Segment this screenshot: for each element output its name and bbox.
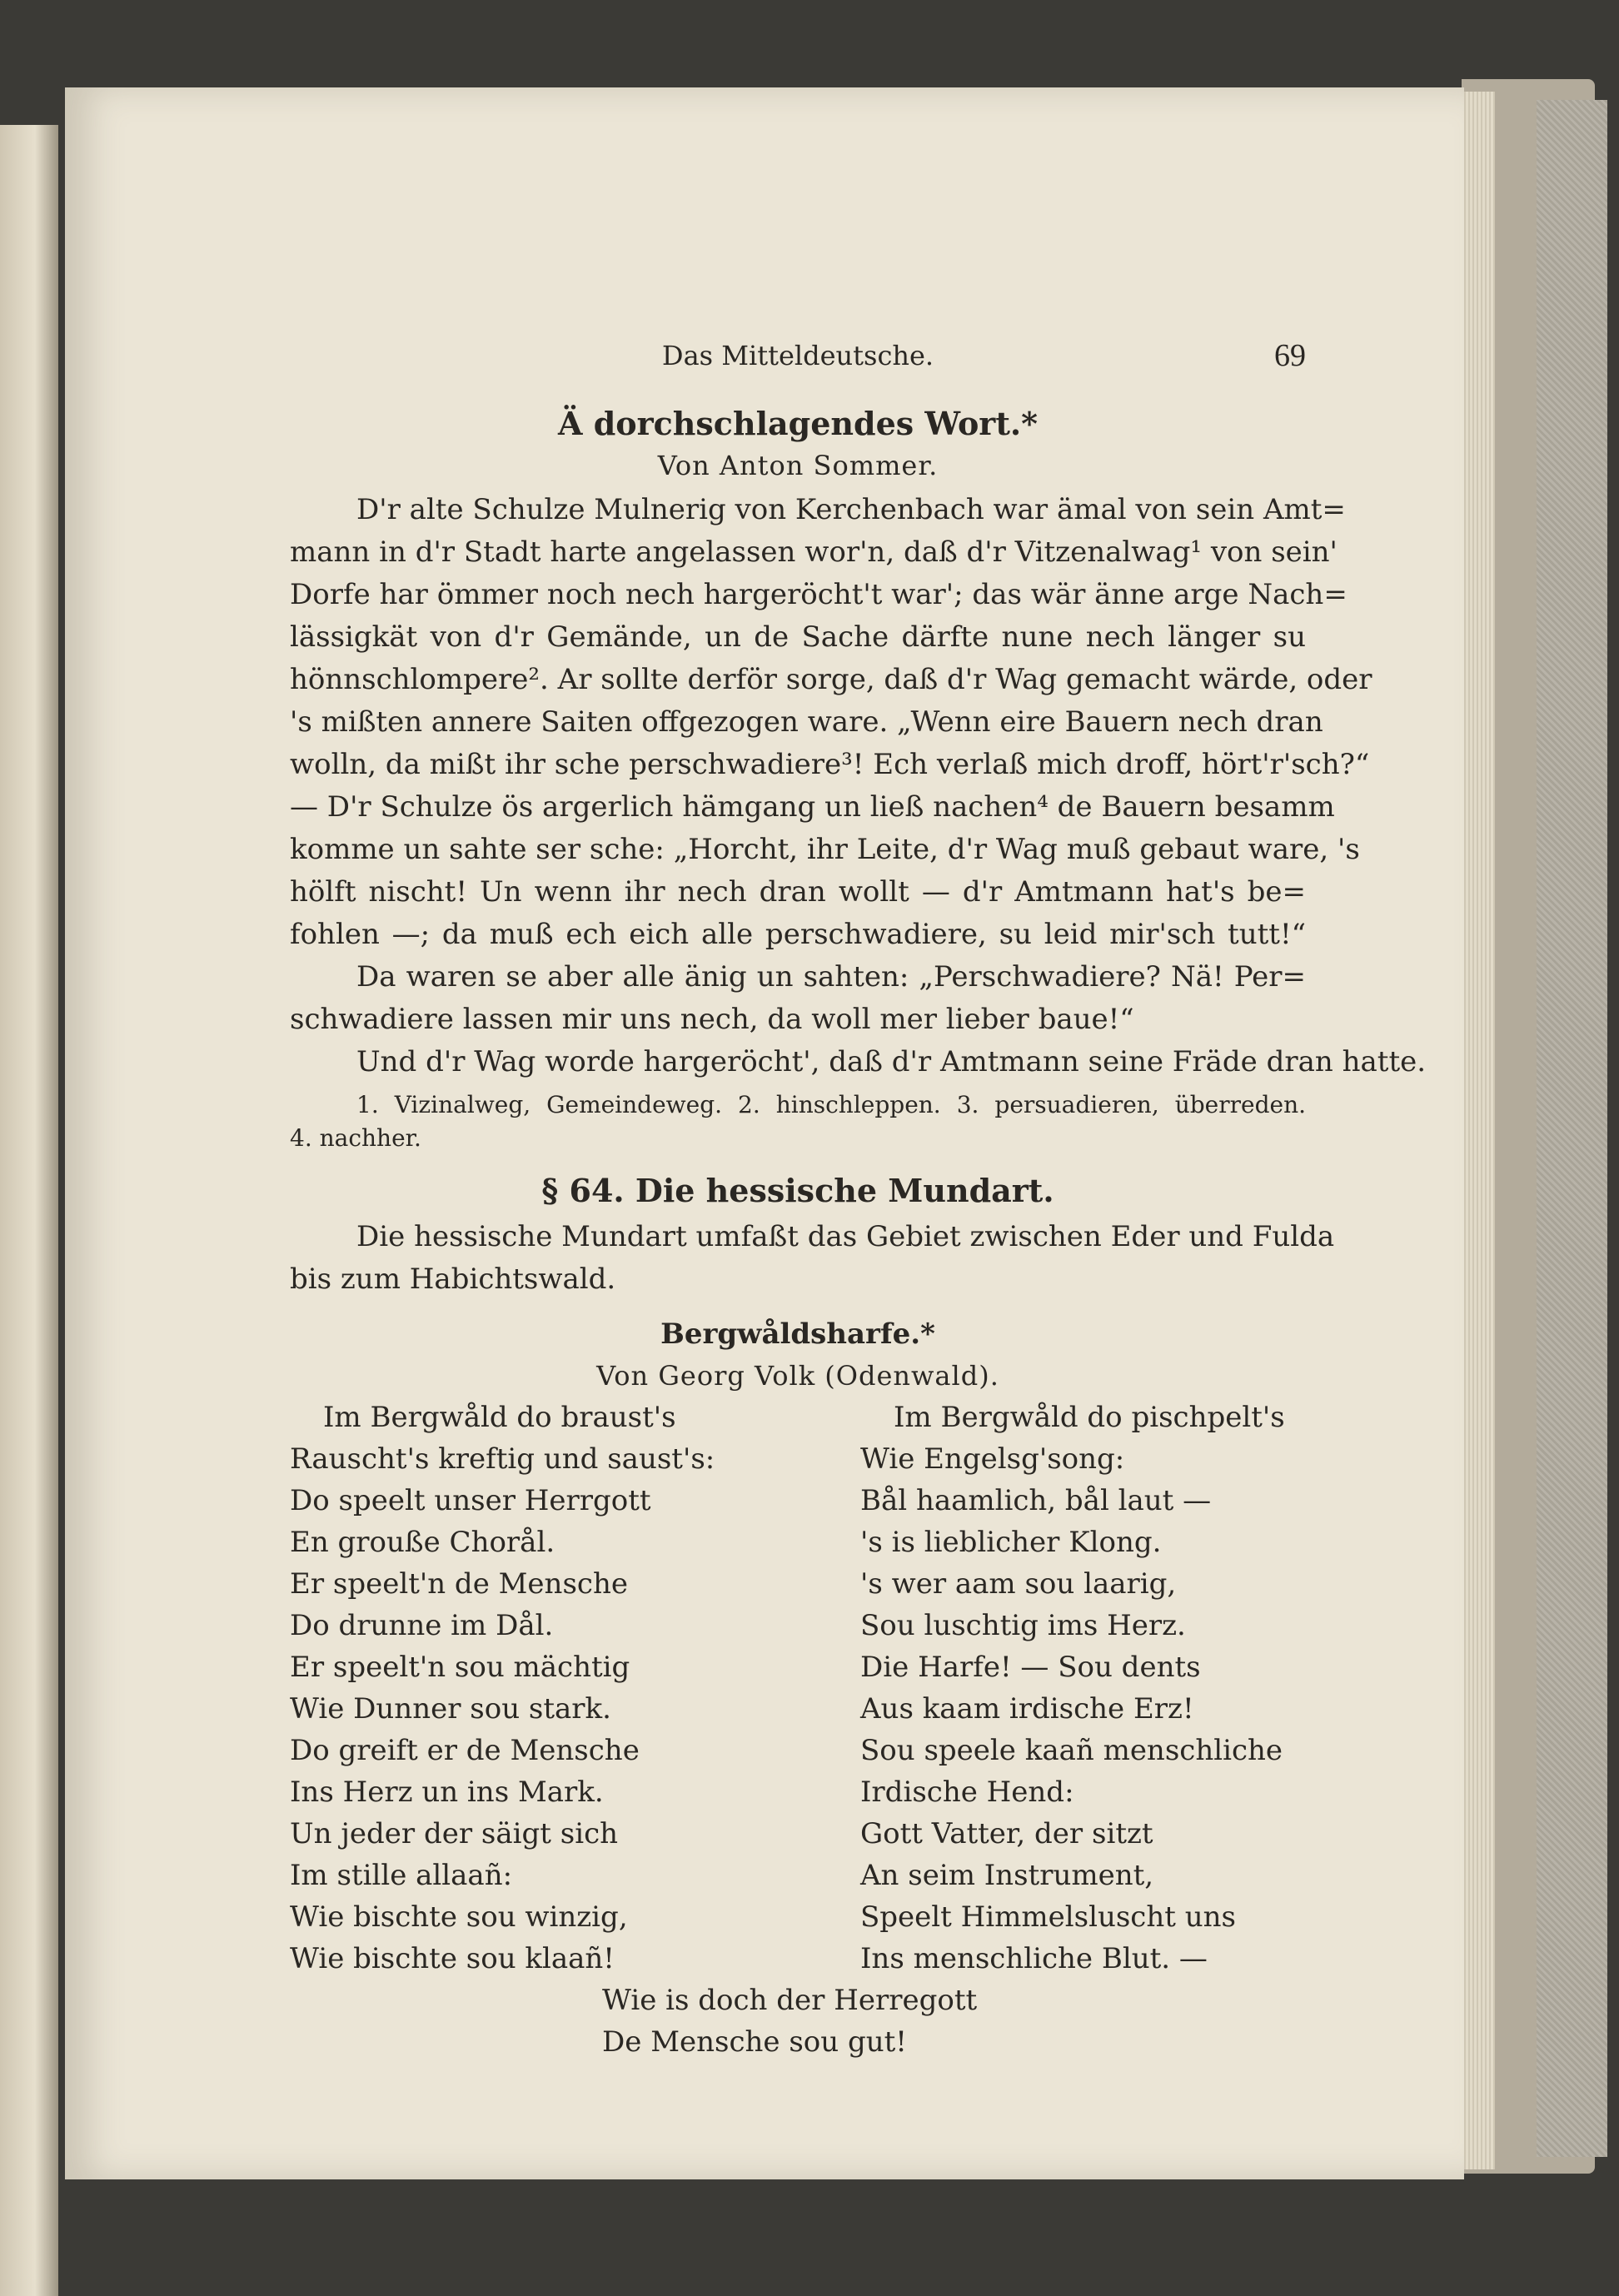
prose-line: Und d'r Wag worde hargeröcht', daß d'r Amtmann seine Fräde dran hatte. (356, 1045, 1427, 1078)
poem-line: Bål haamlich, bål laut — (860, 1484, 1212, 1517)
section-heading: § 64. Die hessische Mundart. (541, 1172, 1054, 1209)
prose-line: komme un sahte ser sche: „Horcht, ihr Leite, d'r Wag muß gebaut ware, 's (290, 833, 1360, 866)
poem-line: Do drunne im Dål. (290, 1609, 554, 1642)
section-line: Die hessische Mundart umfaßt das Gebiet zwischen Eder und Fulda (356, 1220, 1335, 1253)
prose-line: 's mißten annere Saiten offgezogen ware. „Wenn eire Bauern nech dran (290, 705, 1323, 739)
prose-line: lässigkät von d'r Gemände, un de Sache därfte nune nech länger su (290, 620, 1306, 654)
poem-line: Die Harfe! — Sou dents (860, 1651, 1201, 1684)
poem-line: An seim Instrument, (860, 1859, 1154, 1892)
poem-author: Von Georg Volk (Odenwald). (596, 1360, 999, 1392)
poem-line: Er speelt'n de Mensche (290, 1567, 628, 1601)
prose-line: hölft nischt! Un wenn ihr nech dran wollt — d'r Amtmann hat's be= (290, 875, 1306, 909)
poem-line: Sou speele kaañ menschliche (860, 1734, 1283, 1767)
poem-line: Aus kaam irdische Erz! (860, 1692, 1194, 1726)
poem-line: Sou luschtig ims Herz. (860, 1609, 1186, 1642)
prose-line: wolln, da mißt ihr sche perschwadiere³! Ech verlaß mich droff, hört'r'sch?“ (290, 748, 1370, 781)
poem-line: Er speelt'n sou mächtig (290, 1651, 630, 1684)
poem-line: Im Bergwåld do braust's (323, 1401, 676, 1434)
poem-line: En groußе Chorål. (290, 1526, 555, 1559)
poem-line: Im Bergwåld do pischpelt's (894, 1401, 1285, 1434)
prose-line: Dorfe har ömmer noch nech hargeröcht't war'; das wär änne arge Nach= (290, 578, 1348, 611)
poem-line: Wie bischte sou winzig, (290, 1900, 628, 1934)
poem-line: 's wer aam sou laarig, (860, 1567, 1177, 1601)
poem-line: Im stille allaañ: (290, 1859, 513, 1892)
poem-line: Ins menschliche Blut. — (860, 1942, 1208, 1975)
prose-line: D'r alte Schulze Mulnerig von Kerchenbach war ämal von sein Amt= (356, 493, 1346, 526)
footnote-line: 1. Vizinalweg, Gemeindeweg. 2. hinschleppen. 3. persuadieren, überreden. (356, 1091, 1306, 1118)
poem-line: Speelt Himmelsluscht uns (860, 1900, 1236, 1934)
poem-closing-line: De Mensche sou gut! (602, 2025, 907, 2059)
poem-line: Wie Engelsg'song: (860, 1442, 1125, 1476)
poem-line: Un jeder der säigt sich (290, 1817, 619, 1850)
poem-closing-line: Wie is doch der Herregott (602, 1984, 978, 2017)
poem-line: Rauscht's kreftig und saust's: (290, 1442, 715, 1476)
prose-line: — D'r Schulze ös argerlich hämgang un ließ nachen⁴ de Bauern besamm (290, 790, 1335, 824)
footnote-line: 4. nachher. (290, 1124, 421, 1152)
prose-line: hönnschlompere². Ar sollte derför sorge, daß d'r Wag gemacht wärde, oder (290, 663, 1372, 696)
prose-line: mann in d'r Stadt harte angelassen wor'n, daß d'r Vitzenalwag¹ von sein' (290, 535, 1338, 569)
poem-line: Ins Herz un ins Mark. (290, 1776, 604, 1809)
poem-line: Wie Dunner sou stark. (290, 1692, 611, 1726)
prose-line: fohlen —; da muß ech eich alle perschwadiere, su leid mir'sch tutt!“ (290, 918, 1306, 951)
poem-line: Wie bischte sou klaañ! (290, 1942, 615, 1975)
book-spine-cloth (1537, 100, 1607, 2157)
left-page-edge (0, 125, 58, 2296)
prose-line: schwadiere lassen mir uns nech, da woll mer lieber baue!“ (290, 1003, 1134, 1036)
running-title: Das Mitteldeutsche. (661, 340, 934, 371)
book-page (65, 87, 1464, 2179)
section-line: bis zum Habichtswald. (290, 1263, 616, 1296)
piece-author: Von Anton Sommer. (657, 450, 939, 481)
poem-title: Bergwåldsharfe.* (660, 1317, 935, 1351)
page-number: 69 (1274, 338, 1306, 373)
poem-line: Do greift er de Mensche (290, 1734, 640, 1767)
prose-line: Da waren se aber alle änig un sahten: „Perschwadiere? Nä! Per= (356, 960, 1306, 994)
poem-line: 's is lieblicher Klong. (860, 1526, 1162, 1559)
piece-title: Ä dorchschlagendes Wort.* (558, 405, 1038, 442)
poem-line: Do speelt unser Herrgott (290, 1484, 651, 1517)
poem-line: Gott Vatter, der sitzt (860, 1817, 1153, 1850)
poem-line: Irdische Hend: (860, 1776, 1074, 1809)
